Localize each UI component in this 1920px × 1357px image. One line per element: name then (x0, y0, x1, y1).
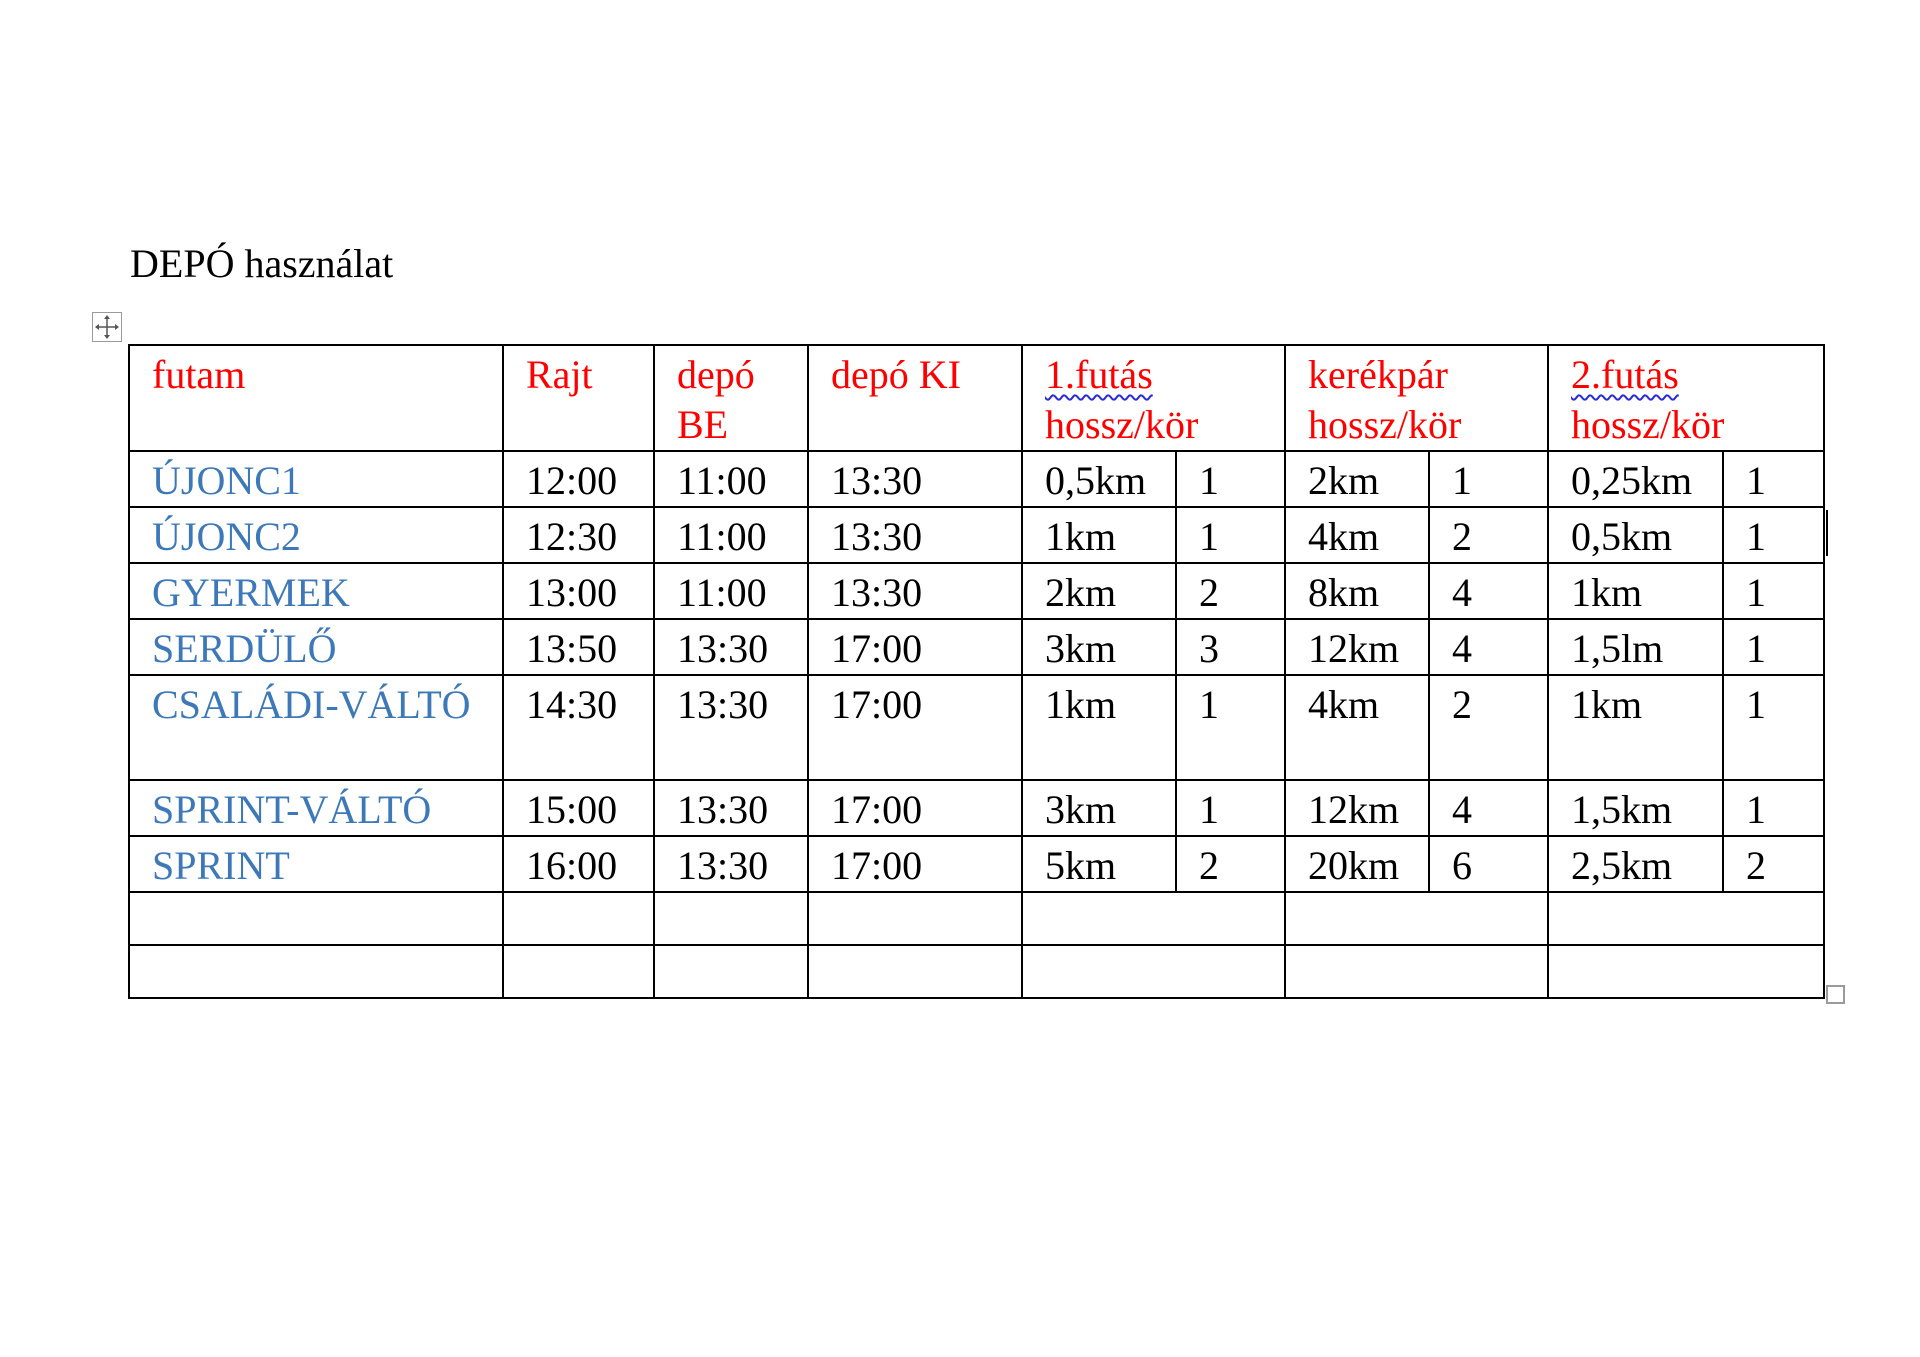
empty-cell[interactable] (1548, 892, 1824, 945)
cell-kerekpar-hossz[interactable]: 4km (1285, 675, 1429, 780)
cell-kerekpar-hossz[interactable]: 12km (1285, 780, 1429, 836)
table-row (129, 451, 1824, 507)
cell-futas2-kor[interactable]: 1 (1723, 780, 1824, 836)
header-futas1-title: 1.futás (1045, 352, 1153, 397)
cell-depo-ki[interactable]: 17:00 (808, 780, 1022, 836)
cell-futam[interactable]: ÚJONC2 (129, 507, 503, 563)
header-futas1[interactable] (1022, 345, 1285, 451)
cell-futas2-hossz[interactable]: 1km (1548, 675, 1723, 780)
cell-futas2-kor[interactable]: 1 (1723, 675, 1824, 780)
cell-depo-ki[interactable]: 13:30 (808, 451, 1022, 507)
cell-futas2-kor[interactable]: 2 (1723, 836, 1824, 892)
cell-rajt[interactable]: 12:30 (503, 507, 654, 563)
cell-futas2-kor[interactable]: 1 (1723, 619, 1824, 675)
table-row (129, 507, 1824, 563)
table-row (129, 836, 1824, 892)
header-futas2-sub: hossz/kör (1571, 402, 1725, 447)
cell-kerekpar-hossz[interactable]: 12km (1285, 619, 1429, 675)
header-futas1-sub: hossz/kör (1045, 402, 1199, 447)
cell-rajt[interactable]: 16:00 (503, 836, 654, 892)
cell-futas1-hossz[interactable]: 1km (1022, 675, 1176, 780)
cell-futas1-kor[interactable]: 1 (1176, 451, 1285, 507)
cell-kerekpar-hossz[interactable]: 4km (1285, 507, 1429, 563)
header-kerekpar-sub: hossz/kör (1308, 402, 1462, 447)
header-rajt[interactable]: Rajt (503, 345, 654, 451)
cell-rajt[interactable]: 13:50 (503, 619, 654, 675)
cell-depo-ki[interactable]: 13:30 (808, 563, 1022, 619)
cell-futas1-kor[interactable]: 1 (1176, 780, 1285, 836)
cell-futas2-hossz[interactable]: 0,5km (1548, 507, 1723, 563)
empty-cell[interactable] (654, 945, 808, 998)
cell-kerekpar-kor[interactable]: 6 (1429, 836, 1548, 892)
cell-futas1-kor[interactable]: 2 (1176, 836, 1285, 892)
cell-futas2-kor[interactable]: 1 (1723, 507, 1824, 563)
empty-cell[interactable] (1022, 945, 1285, 998)
cell-rajt[interactable]: 15:00 (503, 780, 654, 836)
header-kerekpar-title: kerékpár (1308, 352, 1448, 397)
depo-table-container (128, 344, 1825, 999)
cell-futas2-hossz[interactable]: 2,5km (1548, 836, 1723, 892)
cell-kerekpar-kor[interactable]: 2 (1429, 507, 1548, 563)
cell-futas2-kor[interactable]: 1 (1723, 563, 1824, 619)
cell-futas1-kor[interactable]: 3 (1176, 619, 1285, 675)
text-cursor (1826, 510, 1828, 556)
cell-depo-be[interactable]: 11:00 (654, 563, 808, 619)
cell-depo-ki[interactable]: 13:30 (808, 507, 1022, 563)
empty-cell[interactable] (808, 892, 1022, 945)
table-move-icon[interactable] (92, 312, 122, 342)
cell-rajt[interactable]: 14:30 (503, 675, 654, 780)
empty-cell[interactable] (1548, 945, 1824, 998)
cell-depo-be[interactable]: 13:30 (654, 675, 808, 780)
header-kerekpar[interactable] (1285, 345, 1548, 451)
table-row (129, 780, 1824, 836)
cell-depo-ki[interactable]: 17:00 (808, 836, 1022, 892)
cell-kerekpar-hossz[interactable]: 2km (1285, 451, 1429, 507)
cell-futas2-hossz[interactable]: 1km (1548, 563, 1723, 619)
empty-table-row (129, 945, 1824, 998)
cell-futam[interactable]: SPRINT-VÁLTÓ (129, 780, 503, 836)
table-row (129, 563, 1824, 619)
table-resize-icon[interactable] (1826, 985, 1845, 1004)
cell-futam[interactable]: GYERMEK (129, 563, 503, 619)
cell-rajt[interactable]: 12:00 (503, 451, 654, 507)
header-depo-be[interactable]: depó BE (654, 345, 808, 451)
depo-table (128, 344, 1825, 999)
empty-cell[interactable] (654, 892, 808, 945)
cell-depo-be[interactable]: 11:00 (654, 507, 808, 563)
cell-kerekpar-kor[interactable]: 4 (1429, 780, 1548, 836)
cell-futas2-hossz[interactable]: 1,5km (1548, 780, 1723, 836)
empty-cell[interactable] (503, 892, 654, 945)
cell-rajt[interactable]: 13:00 (503, 563, 654, 619)
empty-cell[interactable] (1022, 892, 1285, 945)
document-title: DEPÓ használat (130, 241, 394, 286)
header-futas2[interactable] (1548, 345, 1824, 451)
table-header-row (129, 345, 1824, 451)
empty-cell[interactable] (808, 945, 1022, 998)
empty-cell[interactable] (1285, 945, 1548, 998)
cell-futam[interactable]: ÚJONC1 (129, 451, 503, 507)
cell-futas1-hossz[interactable]: 0,5km (1022, 451, 1176, 507)
cell-futas2-kor[interactable]: 1 (1723, 451, 1824, 507)
cell-futas1-hossz[interactable]: 3km (1022, 780, 1176, 836)
cell-futam[interactable]: SPRINT (129, 836, 503, 892)
cell-depo-be[interactable]: 13:30 (654, 836, 808, 892)
cell-depo-be[interactable]: 13:30 (654, 780, 808, 836)
cell-futas2-hossz[interactable]: 0,25km (1548, 451, 1723, 507)
cell-kerekpar-kor[interactable]: 1 (1429, 451, 1548, 507)
cell-futas1-hossz[interactable]: 2km (1022, 563, 1176, 619)
empty-cell[interactable] (129, 945, 503, 998)
cell-kerekpar-kor[interactable]: 4 (1429, 563, 1548, 619)
cell-kerekpar-hossz[interactable]: 20km (1285, 836, 1429, 892)
cell-futam[interactable]: SERDÜLŐ (129, 619, 503, 675)
cell-futas1-hossz[interactable]: 1km (1022, 507, 1176, 563)
cell-futas1-kor[interactable]: 2 (1176, 563, 1285, 619)
cell-kerekpar-hossz[interactable]: 8km (1285, 563, 1429, 619)
cell-futas1-hossz[interactable]: 5km (1022, 836, 1176, 892)
cell-futas1-kor[interactable]: 1 (1176, 507, 1285, 563)
header-depo-ki[interactable]: depó KI (808, 345, 1022, 451)
empty-table-row (129, 892, 1824, 945)
cell-depo-ki[interactable]: 17:00 (808, 675, 1022, 780)
cell-kerekpar-kor[interactable]: 2 (1429, 675, 1548, 780)
cell-depo-be[interactable]: 13:30 (654, 619, 808, 675)
cell-depo-be[interactable]: 11:00 (654, 451, 808, 507)
cell-futas1-kor[interactable]: 1 (1176, 675, 1285, 780)
header-futam[interactable]: futam (129, 345, 503, 451)
cell-depo-ki[interactable]: 17:00 (808, 619, 1022, 675)
cell-kerekpar-kor[interactable]: 4 (1429, 619, 1548, 675)
cell-futas2-hossz[interactable]: 1,5lm (1548, 619, 1723, 675)
header-futas2-title: 2.futás (1571, 352, 1679, 397)
empty-cell[interactable] (1285, 892, 1548, 945)
table-row (129, 619, 1824, 675)
empty-cell[interactable] (503, 945, 654, 998)
empty-cell[interactable] (129, 892, 503, 945)
table-row (129, 675, 1824, 780)
cell-futas1-hossz[interactable]: 3km (1022, 619, 1176, 675)
cell-futam[interactable]: CSALÁDI-VÁLTÓ (129, 675, 503, 780)
